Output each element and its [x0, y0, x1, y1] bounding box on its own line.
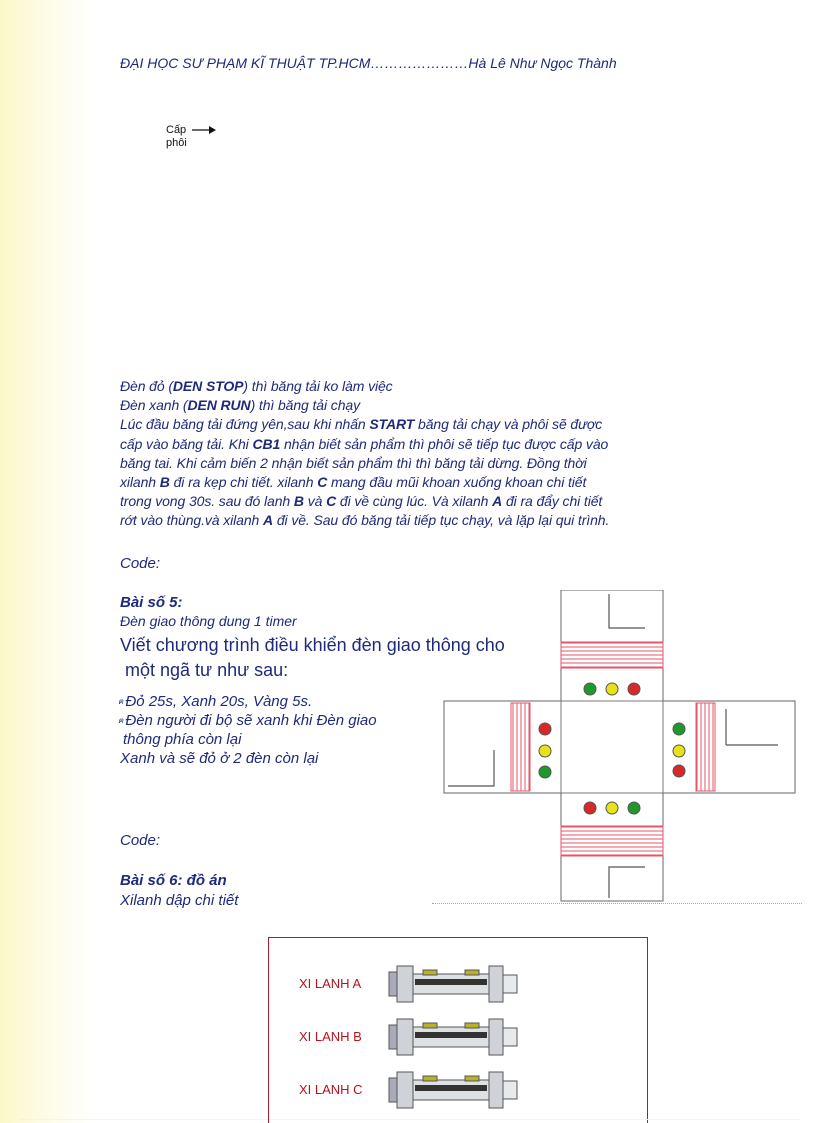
- green-light: [628, 802, 640, 814]
- process-description: Đèn đỏ (DEN STOP) thì băng tải ko làm việc Đèn xanh (DEN RUN) thì băng tải chạy Lúc đầu băng tải đứng yên,sau khi nhấn START băng tải chạy và phôi sẽ được cấp vào băng tải. Khi CB1 nhận biết sản phẩm thì phôi sẽ tiếp tục được cấp vào băng tai. Khi cảm biến 2 nhận biết sản phẩm thì thì băng tải dừng. Đồng thời xilanh B đi ra kẹp chi tiết. xilanh C mang đầu mũi khoan xuống khoan chi tiết trong vong 30s. sau đó lanh B và C đi về cùng lúc. Và xilanh A đi ra đẩy chi tiết rớt vào thùng.và xilanh A đi về. Sau đó băng tải tiếp tục chạy, và lặp lại qui trình.: [120, 378, 610, 529]
- cylinder-b-icon: [387, 1015, 521, 1059]
- crosswalk-south: [561, 826, 663, 856]
- yellow-light: [606, 683, 618, 695]
- code-label-2: Code:: [120, 832, 161, 849]
- cylinder-b-label: XI LANH B: [299, 1029, 362, 1044]
- cylinder-a-label: XI LANH A: [299, 976, 362, 991]
- red-light: [628, 683, 640, 695]
- cylinder-panel: [268, 937, 648, 1123]
- exercise-6-title: Bài số 6: đồ án: [120, 872, 227, 889]
- den-stop-term: DEN STOP: [172, 378, 244, 394]
- feed-label-line2: phôi: [166, 137, 187, 149]
- traffic-light-north: [584, 683, 640, 695]
- red-light: [539, 723, 551, 735]
- intersection-diagram: [440, 590, 800, 902]
- green-light: [539, 766, 551, 778]
- arrow-right-icon: [192, 124, 216, 136]
- crosswalk-west: [511, 703, 530, 791]
- traffic-light-south: [584, 802, 640, 814]
- den-run-term: DEN RUN: [187, 397, 251, 414]
- traffic-light-east: [673, 723, 685, 777]
- bullet-icon: ฅ: [118, 716, 124, 725]
- red-light: [584, 802, 596, 814]
- yellow-light: [539, 745, 551, 757]
- cylinder-c-label: XI LANH C: [299, 1082, 363, 1097]
- yellow-light: [606, 802, 618, 814]
- dotted-divider: [432, 903, 802, 904]
- cylinder-a-icon: [387, 962, 521, 1006]
- red-light: [673, 765, 685, 777]
- green-light: [673, 723, 685, 735]
- feed-label-line1: Cấp: [166, 124, 187, 136]
- start-term: START: [369, 416, 415, 433]
- crosswalk-north: [561, 642, 663, 668]
- cb1-term: CB1: [252, 435, 281, 452]
- exercise-5-title: Bài số 5:: [120, 594, 183, 611]
- bottom-divider: [20, 1119, 800, 1120]
- yellow-light: [673, 745, 685, 757]
- code-label: Code:: [120, 555, 161, 572]
- exercise-5-heading: Viết chương trình điều khiển đèn giao thông cho một ngã tư như sau:: [120, 635, 505, 680]
- exercise-5-bullets: ฅ Đỏ 25s, Xanh 20s, Vàng 5s. ฅ Đèn người đi bộ sẽ xanh khi Đèn giao thông phía còn lại Xanh và sẽ đỏ ở 2 đèn còn lại: [118, 693, 377, 767]
- exercise-5-subtitle: Đèn giao thông dung 1 timer: [120, 613, 297, 629]
- page-header: ĐẠI HỌC SƯ PHẠM KĨ THUẬT TP.HCM…………………Hà Lê Như Ngọc Thành: [120, 55, 617, 71]
- feed-label: [166, 124, 187, 150]
- cylinder-c-icon: [387, 1068, 521, 1112]
- green-light: [584, 683, 596, 695]
- bullet-icon: ฅ: [118, 697, 124, 706]
- crosswalk-east: [696, 703, 715, 791]
- exercise-6-subtitle: Xilanh dập chi tiết: [120, 892, 239, 909]
- traffic-light-west: [539, 723, 551, 778]
